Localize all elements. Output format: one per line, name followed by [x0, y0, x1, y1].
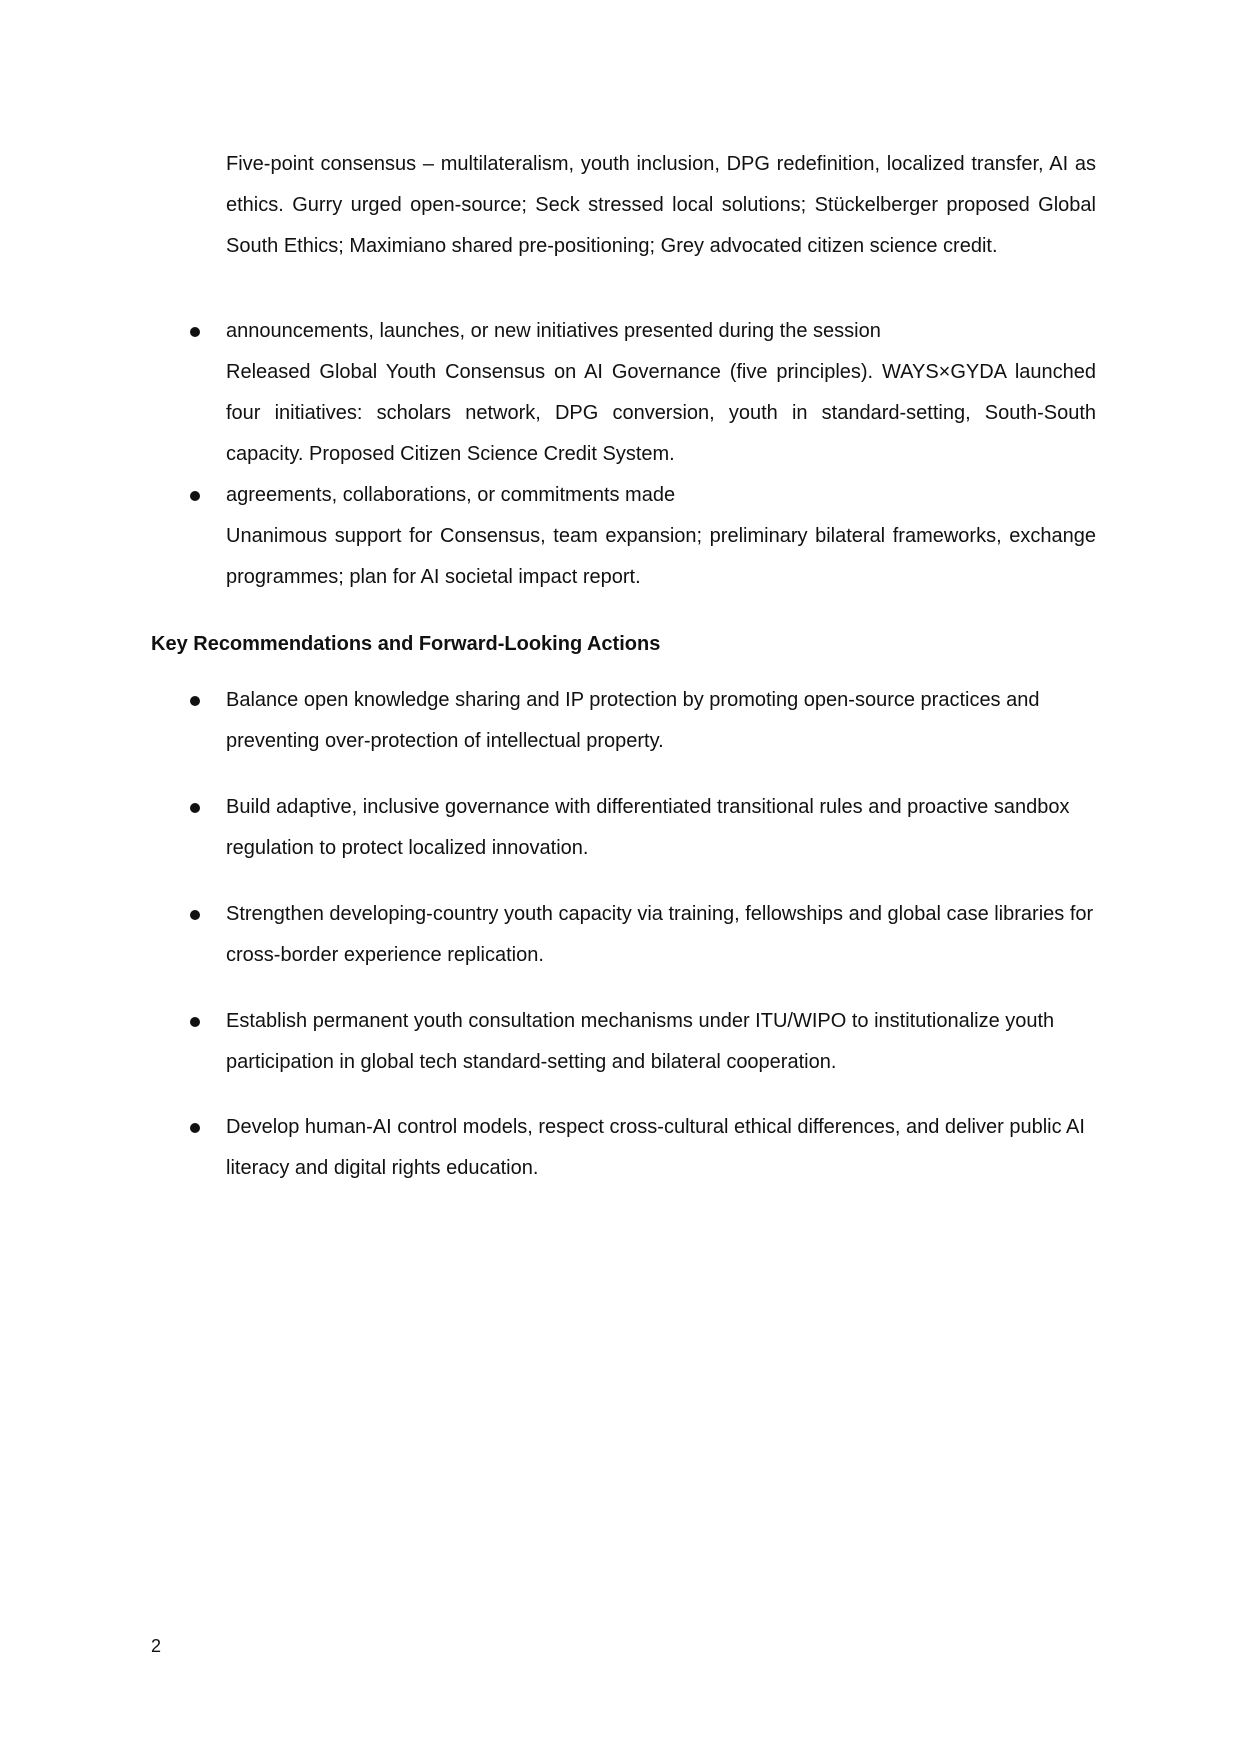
bullet-icon	[190, 1123, 200, 1133]
outcome-label: announcements, launches, or new initiatives presented during the session	[226, 320, 881, 342]
outcome-label: agreements, collaborations, or commitments made	[226, 484, 676, 506]
recommendation-text: Balance open knowledge sharing and IP protection by promoting open-source practices and preventing over-protection of intellectual property.	[226, 689, 1040, 752]
section-heading: Key Recommendations and Forward-Looking Actions	[151, 633, 661, 655]
consensus-paragraph: Five-point consensus – multilateralism, youth inclusion, DPG redefinition, localized transfer, AI as ethics. Gurry urged open-source; Seck stressed local solutions; Stückelberger proposed Global South Ethics; Maximiano shared pre-positioning; Grey advocated citizen science credit.	[226, 153, 1096, 257]
outcome-text: Released Global Youth Consensus on AI Governance (five principles). WAYS×GYDA launched four initiatives: scholars network, DPG conversion, youth in standard-setting, South-South capacity. Proposed Citizen Science Credit System.	[226, 361, 1096, 465]
bullet-icon	[190, 491, 200, 501]
recommendation-text: Build adaptive, inclusive governance with differentiated transitional rules and proactive sandbox regulation to protect localized innovation.	[226, 796, 1070, 859]
outcome-text: Unanimous support for Consensus, team expansion; preliminary bilateral frameworks, exchange programmes; plan for AI societal impact report.	[226, 525, 1096, 588]
recommendation-text: Strengthen developing-country youth capacity via training, fellowships and global case libraries for cross-border experience replication.	[226, 903, 1094, 966]
bullet-icon	[190, 696, 200, 706]
bullet-icon	[190, 803, 200, 813]
bullet-icon	[190, 327, 200, 337]
page-number: 2	[151, 1636, 162, 1656]
bullet-icon	[190, 910, 200, 920]
recommendation-text: Establish permanent youth consultation mechanisms under ITU/WIPO to institutionalize youth participation in global tech standard-setting and bilateral cooperation.	[226, 1010, 1055, 1073]
bullet-icon	[190, 1017, 200, 1027]
recommendation-text: Develop human-AI control models, respect cross-cultural ethical differences, and deliver public AI literacy and digital rights education.	[226, 1116, 1085, 1179]
